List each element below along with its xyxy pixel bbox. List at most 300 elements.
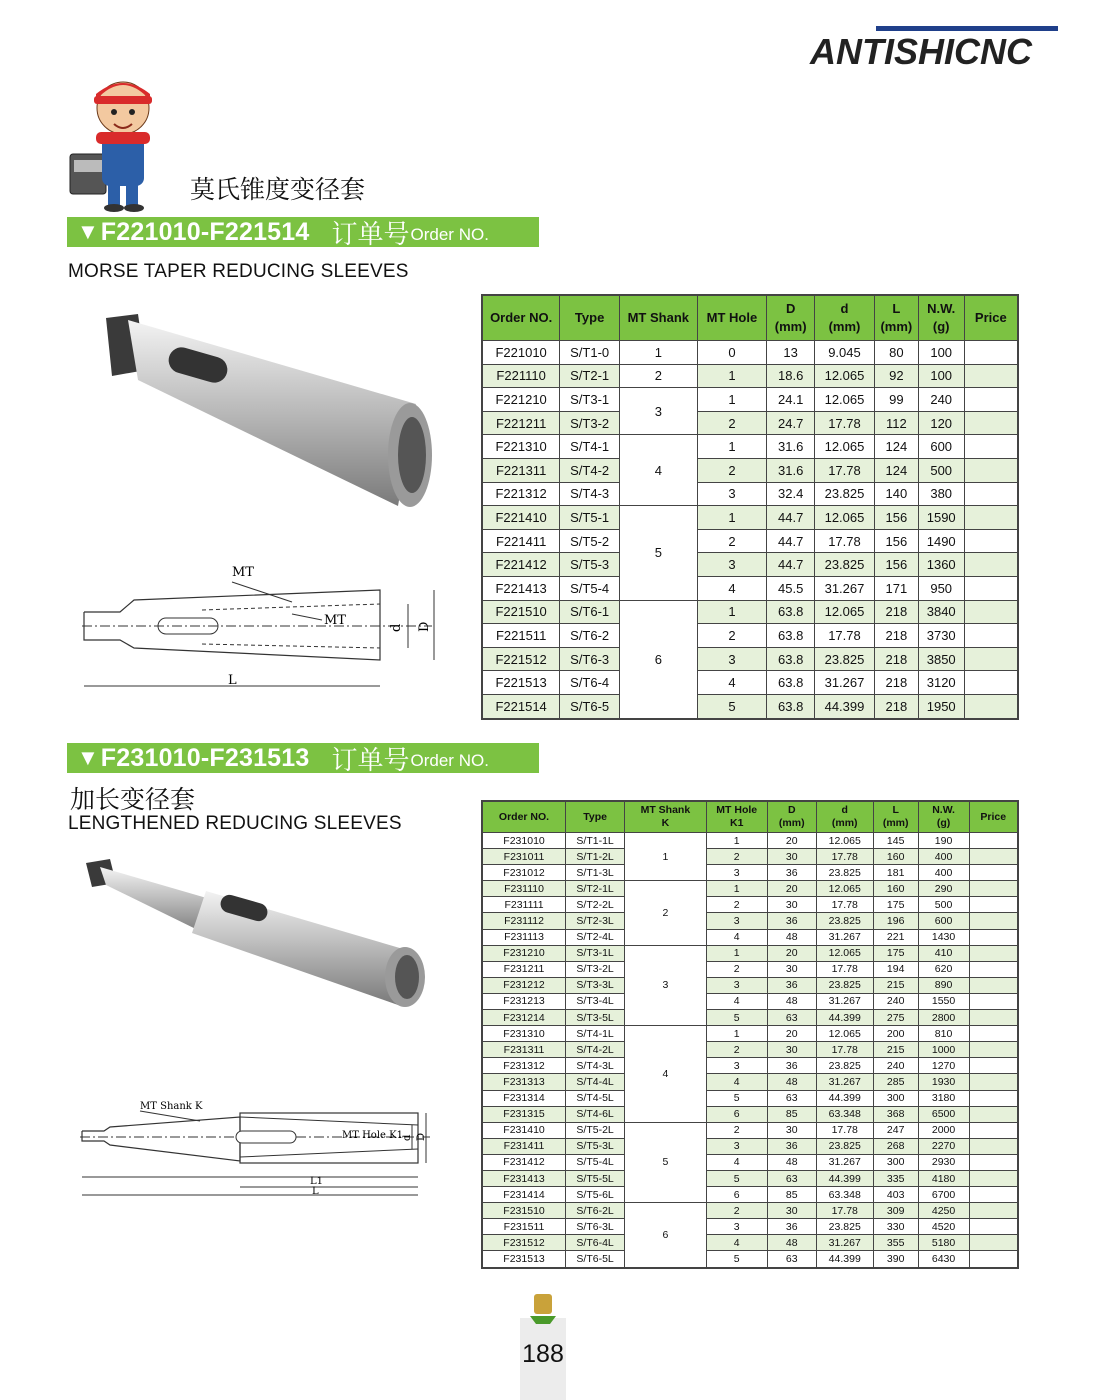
cell-D: 63.8: [767, 600, 815, 624]
cell-mt-hole: 4: [706, 1154, 767, 1170]
cell-mt-hole: 3: [697, 553, 767, 577]
cell-nw: 190: [918, 833, 969, 849]
cell-d: 17.78: [816, 897, 873, 913]
cell-price: [964, 694, 1018, 718]
cell-nw: 600: [918, 435, 964, 459]
cell-price: [964, 647, 1018, 671]
cell-type: S/T4-2: [560, 458, 620, 482]
table-row: [482, 411, 1018, 435]
table-row: [482, 576, 1018, 600]
cell-d: 17.78: [816, 961, 873, 977]
table-row: [482, 945, 1018, 961]
table-row: [482, 865, 1018, 881]
cell-mt-shank: 6: [619, 600, 697, 718]
cell-L: 140: [874, 482, 918, 506]
cell-D: 24.7: [767, 411, 815, 435]
cell-price: [969, 1170, 1018, 1186]
cell-price: [969, 993, 1018, 1009]
table-row: [482, 1251, 1018, 1268]
cell-d: 23.825: [816, 913, 873, 929]
cell-mt-shank: 3: [625, 945, 707, 1025]
cell-type: S/T3-1L: [566, 945, 625, 961]
cell-mt-hole: 3: [697, 482, 767, 506]
cell-price: [969, 1042, 1018, 1058]
cell-L: 218: [874, 671, 918, 695]
table-row: [482, 881, 1018, 897]
table-row: [482, 694, 1018, 718]
cell-d: 31.267: [815, 576, 875, 600]
cell-D: 48: [767, 929, 816, 945]
cell-type: S/T6-4L: [566, 1235, 625, 1251]
cell-mt-hole: 2: [706, 961, 767, 977]
cell-D: 36: [767, 977, 816, 993]
cell-nw: 600: [918, 913, 969, 929]
cell-mt-hole: 1: [706, 1026, 767, 1042]
lengthened-sleeves-table: [481, 800, 1019, 1269]
cell-D: 30: [767, 961, 816, 977]
table-row: [482, 833, 1018, 849]
table-header: [482, 801, 1018, 833]
cell-price: [964, 435, 1018, 459]
cell-nw: 400: [918, 849, 969, 865]
header-d: d (mm): [815, 295, 875, 341]
cell-D: 63: [767, 1251, 816, 1268]
cell-price: [969, 881, 1018, 897]
cell-D: 48: [767, 1074, 816, 1090]
header-price: Price: [964, 295, 1018, 341]
cell-d: 44.399: [816, 1010, 873, 1026]
cell-type: S/T6-3: [560, 647, 620, 671]
cell-mt-hole: 1: [697, 435, 767, 459]
cell-d: 12.065: [816, 1026, 873, 1042]
cell-order-no: F231310: [482, 1026, 566, 1042]
cell-D: 30: [767, 1203, 816, 1219]
cell-D: 48: [767, 993, 816, 1009]
cell-type: S/T5-6L: [566, 1187, 625, 1203]
cell-price: [969, 977, 1018, 993]
cell-price: [964, 553, 1018, 577]
cell-d: 44.399: [816, 1251, 873, 1268]
table-row: [482, 1010, 1018, 1026]
cell-mt-hole: 6: [706, 1106, 767, 1122]
cell-nw: 620: [918, 961, 969, 977]
cell-mt-hole: 0: [697, 341, 767, 365]
drawing1-label-mt-top: MT: [232, 565, 254, 580]
table-row: [482, 529, 1018, 553]
cell-order-no: F221510: [482, 600, 560, 624]
section1-title-cn: 莫氏锥度变径套: [190, 175, 366, 204]
cell-price: [969, 1187, 1018, 1203]
cell-order-no: F231511: [482, 1219, 566, 1235]
drawing1-label-mt-inner: MT: [324, 613, 346, 628]
cell-type: S/T5-3: [560, 553, 620, 577]
cell-D: 30: [767, 849, 816, 865]
cell-d: 44.399: [816, 1170, 873, 1186]
drawing1-label-d: d: [389, 623, 404, 632]
cell-type: S/T6-4: [560, 671, 620, 695]
table-row: [482, 624, 1018, 648]
section1-code-range: F221010-F221514: [100, 217, 310, 246]
cell-D: 18.6: [767, 364, 815, 388]
cell-L: 218: [874, 624, 918, 648]
cell-L: 112: [874, 411, 918, 435]
cell-d: 23.825: [815, 553, 875, 577]
cell-L: 156: [874, 506, 918, 530]
cell-L: 218: [874, 647, 918, 671]
header-nw: N.W. (g): [918, 295, 964, 341]
cell-type: S/T5-5L: [566, 1170, 625, 1186]
cell-D: 85: [767, 1187, 816, 1203]
cell-price: [964, 506, 1018, 530]
cell-D: 63: [767, 1170, 816, 1186]
cell-L: 80: [874, 341, 918, 365]
drawing2-label-D: D: [416, 1132, 427, 1141]
table-header: [482, 295, 1018, 341]
page-number: 188: [522, 1340, 564, 1368]
table-row: [482, 849, 1018, 865]
header-mt-shank-k: MT Shank K: [625, 801, 707, 833]
cell-nw: 100: [918, 341, 964, 365]
cell-nw: 6430: [918, 1251, 969, 1268]
header-D: D (mm): [767, 295, 815, 341]
cell-nw: 3840: [918, 600, 964, 624]
table-row: [482, 929, 1018, 945]
cell-D: 63.8: [767, 647, 815, 671]
cell-nw: 3850: [918, 647, 964, 671]
cell-type: S/T6-3L: [566, 1219, 625, 1235]
cell-mt-shank: 1: [619, 341, 697, 365]
cell-D: 20: [767, 1026, 816, 1042]
cell-price: [969, 897, 1018, 913]
cell-price: [964, 624, 1018, 648]
header-mt-hole-k1: MT Hole K1: [706, 801, 767, 833]
cell-order-no: F221411: [482, 529, 560, 553]
cell-mt-shank: 3: [619, 388, 697, 435]
drawing2-label-L: L: [312, 1186, 319, 1197]
header-type: Type: [560, 295, 620, 341]
cell-D: 63.8: [767, 671, 815, 695]
section2-title-en: LENGTHENED REDUCING SLEEVES: [68, 813, 402, 834]
cell-type: S/T4-3: [560, 482, 620, 506]
cell-type: S/T4-1L: [566, 1026, 625, 1042]
cell-mt-shank: 4: [619, 435, 697, 506]
cell-order-no: F231512: [482, 1235, 566, 1251]
cell-mt-hole: 3: [706, 1219, 767, 1235]
cell-mt-hole: 2: [697, 624, 767, 648]
cell-L: 196: [873, 913, 918, 929]
cell-price: [964, 364, 1018, 388]
cell-D: 36: [767, 865, 816, 881]
cell-nw: 240: [918, 388, 964, 412]
cell-d: 44.399: [816, 1090, 873, 1106]
section1-title-en: MORSE TAPER REDUCING SLEEVES: [68, 261, 409, 282]
cell-mt-hole: 2: [697, 529, 767, 553]
cell-d: 9.045: [815, 341, 875, 365]
table-row: [482, 1138, 1018, 1154]
cell-type: S/T2-1L: [566, 881, 625, 897]
cell-mt-hole: 3: [706, 865, 767, 881]
cell-d: 23.825: [816, 1138, 873, 1154]
cell-mt-shank: 2: [619, 364, 697, 388]
cell-D: 44.7: [767, 553, 815, 577]
cell-order-no: F231313: [482, 1074, 566, 1090]
cell-D: 30: [767, 1042, 816, 1058]
cell-price: [969, 961, 1018, 977]
cell-price: [964, 341, 1018, 365]
cell-d: 12.065: [816, 833, 873, 849]
cell-mt-hole: 6: [706, 1187, 767, 1203]
cell-mt-shank: 1: [625, 833, 707, 881]
cell-L: 200: [873, 1026, 918, 1042]
cell-order-no: F231111: [482, 897, 566, 913]
cell-d: 31.267: [815, 671, 875, 695]
table-row: [482, 1170, 1018, 1186]
cell-mt-hole: 4: [706, 1074, 767, 1090]
cell-price: [969, 1154, 1018, 1170]
cell-L: 160: [873, 881, 918, 897]
mascot-illustration: [68, 72, 178, 212]
cell-price: [969, 1203, 1018, 1219]
table-row: [482, 1026, 1018, 1042]
cell-D: 36: [767, 913, 816, 929]
cell-mt-hole: 2: [697, 458, 767, 482]
cell-d: 44.399: [815, 694, 875, 718]
cell-nw: 400: [918, 865, 969, 881]
cell-nw: 6700: [918, 1187, 969, 1203]
cell-mt-hole: 4: [697, 671, 767, 695]
cell-type: S/T2-2L: [566, 897, 625, 913]
cell-order-no: F221312: [482, 482, 560, 506]
cell-type: S/T5-1: [560, 506, 620, 530]
cell-price: [969, 1122, 1018, 1138]
cell-type: S/T5-4L: [566, 1154, 625, 1170]
morse-taper-table: [481, 294, 1019, 720]
table-row: [482, 1203, 1018, 1219]
technical-drawing-2: [80, 1095, 440, 1210]
cell-order-no: F231011: [482, 849, 566, 865]
header-nw: N.W. (g): [918, 801, 969, 833]
triangle-down-icon: ▼: [77, 745, 99, 770]
cell-nw: 890: [918, 977, 969, 993]
cell-price: [969, 945, 1018, 961]
cell-type: S/T3-3L: [566, 977, 625, 993]
section1-banner: [67, 217, 539, 250]
cell-nw: 500: [918, 458, 964, 482]
cell-price: [969, 1235, 1018, 1251]
cell-mt-hole: 1: [697, 600, 767, 624]
cell-order-no: F221311: [482, 458, 560, 482]
cell-L: 285: [873, 1074, 918, 1090]
cell-L: 300: [873, 1154, 918, 1170]
cell-mt-hole: 2: [706, 849, 767, 865]
cell-mt-hole: 3: [706, 977, 767, 993]
cell-d: 17.78: [816, 1042, 873, 1058]
cell-order-no: F231315: [482, 1106, 566, 1122]
cell-mt-hole: 1: [697, 388, 767, 412]
cell-L: 92: [874, 364, 918, 388]
cell-mt-hole: 1: [697, 364, 767, 388]
cell-nw: 2000: [918, 1122, 969, 1138]
cell-type: S/T5-4: [560, 576, 620, 600]
cell-mt-hole: 2: [706, 1203, 767, 1219]
cell-d: 31.267: [816, 1074, 873, 1090]
cell-L: 268: [873, 1138, 918, 1154]
table-row: [482, 458, 1018, 482]
cell-type: S/T2-3L: [566, 913, 625, 929]
header-mt-hole: MT Hole: [697, 295, 767, 341]
table-row: [482, 897, 1018, 913]
cell-mt-shank: 6: [625, 1203, 707, 1268]
cell-order-no: F231414: [482, 1187, 566, 1203]
cell-price: [969, 913, 1018, 929]
cell-d: 31.267: [816, 1154, 873, 1170]
cell-type: S/T6-2: [560, 624, 620, 648]
cell-D: 63.8: [767, 624, 815, 648]
cell-mt-shank: 5: [625, 1122, 707, 1202]
cell-order-no: F231213: [482, 993, 566, 1009]
table-row: [482, 341, 1018, 365]
cell-d: 12.065: [816, 945, 873, 961]
cell-nw: 4180: [918, 1170, 969, 1186]
cell-mt-hole: 3: [697, 647, 767, 671]
cell-order-no: F231413: [482, 1170, 566, 1186]
cell-nw: 1490: [918, 529, 964, 553]
cell-nw: 5180: [918, 1235, 969, 1251]
cell-nw: 1000: [918, 1042, 969, 1058]
cell-d: 23.825: [816, 1058, 873, 1074]
cell-price: [969, 865, 1018, 881]
cell-order-no: F231510: [482, 1203, 566, 1219]
table-row: [482, 1235, 1018, 1251]
cell-d: 17.78: [815, 624, 875, 648]
cell-type: S/T4-2L: [566, 1042, 625, 1058]
cell-nw: 3120: [918, 671, 964, 695]
table-row: [482, 600, 1018, 624]
cell-order-no: F231411: [482, 1138, 566, 1154]
cell-d: 63.348: [816, 1187, 873, 1203]
cell-L: 156: [874, 529, 918, 553]
cell-order-no: F221211: [482, 411, 560, 435]
cell-D: 48: [767, 1154, 816, 1170]
cell-type: S/T4-5L: [566, 1090, 625, 1106]
cell-order-no: F231010: [482, 833, 566, 849]
cell-nw: 950: [918, 576, 964, 600]
table-row: [482, 1106, 1018, 1122]
cell-D: 13: [767, 341, 815, 365]
cell-price: [964, 600, 1018, 624]
cell-type: S/T5-2L: [566, 1122, 625, 1138]
cell-order-no: F231214: [482, 1010, 566, 1026]
cell-price: [969, 1010, 1018, 1026]
cell-order-no: F221413: [482, 576, 560, 600]
section1-order-cn: 订单号: [331, 219, 410, 250]
cell-type: S/T1-1L: [566, 833, 625, 849]
table-row: [482, 364, 1018, 388]
table-row: [482, 1090, 1018, 1106]
table-row: [482, 961, 1018, 977]
cell-type: S/T3-2: [560, 411, 620, 435]
table-row: [482, 1154, 1018, 1170]
cell-price: [969, 1106, 1018, 1122]
cell-type: S/T3-4L: [566, 993, 625, 1009]
table-row: [482, 977, 1018, 993]
cell-price: [969, 1090, 1018, 1106]
cell-type: S/T1-0: [560, 341, 620, 365]
cell-price: [969, 1026, 1018, 1042]
drawing2-label-shank: MT Shank K: [140, 1101, 203, 1112]
cell-type: S/T3-1: [560, 388, 620, 412]
cell-D: 63: [767, 1090, 816, 1106]
cell-D: 44.7: [767, 506, 815, 530]
cell-nw: 290: [918, 881, 969, 897]
table-row: [482, 1058, 1018, 1074]
header-order-no: Order NO.: [482, 295, 560, 341]
cell-order-no: F231314: [482, 1090, 566, 1106]
cell-type: S/T3-5L: [566, 1010, 625, 1026]
cell-L: 124: [874, 435, 918, 459]
cell-price: [969, 833, 1018, 849]
cell-D: 45.5: [767, 576, 815, 600]
cell-order-no: F231113: [482, 929, 566, 945]
cell-mt-hole: 5: [706, 1010, 767, 1026]
cell-type: S/T6-5: [560, 694, 620, 718]
cell-price: [964, 576, 1018, 600]
cell-D: 85: [767, 1106, 816, 1122]
cell-nw: 3180: [918, 1090, 969, 1106]
table-row: [482, 1122, 1018, 1138]
brand-name: ANTISHICNC: [810, 31, 1032, 70]
cell-L: 390: [873, 1251, 918, 1268]
cell-L: 156: [874, 553, 918, 577]
section1-order-en: Order NO.: [410, 225, 489, 244]
cell-L: 99: [874, 388, 918, 412]
cell-d: 31.267: [816, 929, 873, 945]
cell-price: [969, 1074, 1018, 1090]
cell-order-no: F221513: [482, 671, 560, 695]
cell-d: 12.065: [815, 388, 875, 412]
table-row: [482, 671, 1018, 695]
cell-type: S/T6-5L: [566, 1251, 625, 1268]
cell-order-no: F231410: [482, 1122, 566, 1138]
cell-nw: 1270: [918, 1058, 969, 1074]
header-order-no: Order NO.: [482, 801, 566, 833]
cell-D: 20: [767, 881, 816, 897]
cell-D: 20: [767, 833, 816, 849]
drawing2-label-L1: L1: [310, 1176, 324, 1187]
cell-order-no: F221514: [482, 694, 560, 718]
cell-d: 17.78: [816, 1203, 873, 1219]
cell-type: S/T2-1: [560, 364, 620, 388]
cell-order-no: F231210: [482, 945, 566, 961]
cell-price: [964, 411, 1018, 435]
section2-banner: [67, 743, 539, 776]
table-row: [482, 388, 1018, 412]
cell-order-no: F221310: [482, 435, 560, 459]
cell-d: 23.825: [816, 865, 873, 881]
cell-L: 175: [873, 945, 918, 961]
cell-L: 194: [873, 961, 918, 977]
cell-D: 36: [767, 1058, 816, 1074]
cell-D: 63: [767, 1010, 816, 1026]
cell-L: 275: [873, 1010, 918, 1026]
cell-nw: 810: [918, 1026, 969, 1042]
cell-mt-shank: 2: [625, 881, 707, 945]
table-row: [482, 482, 1018, 506]
drawing2-label-hole: MT Hole K1: [342, 1130, 403, 1141]
cell-order-no: F231211: [482, 961, 566, 977]
cell-L: 171: [874, 576, 918, 600]
cell-mt-hole: 2: [706, 1042, 767, 1058]
